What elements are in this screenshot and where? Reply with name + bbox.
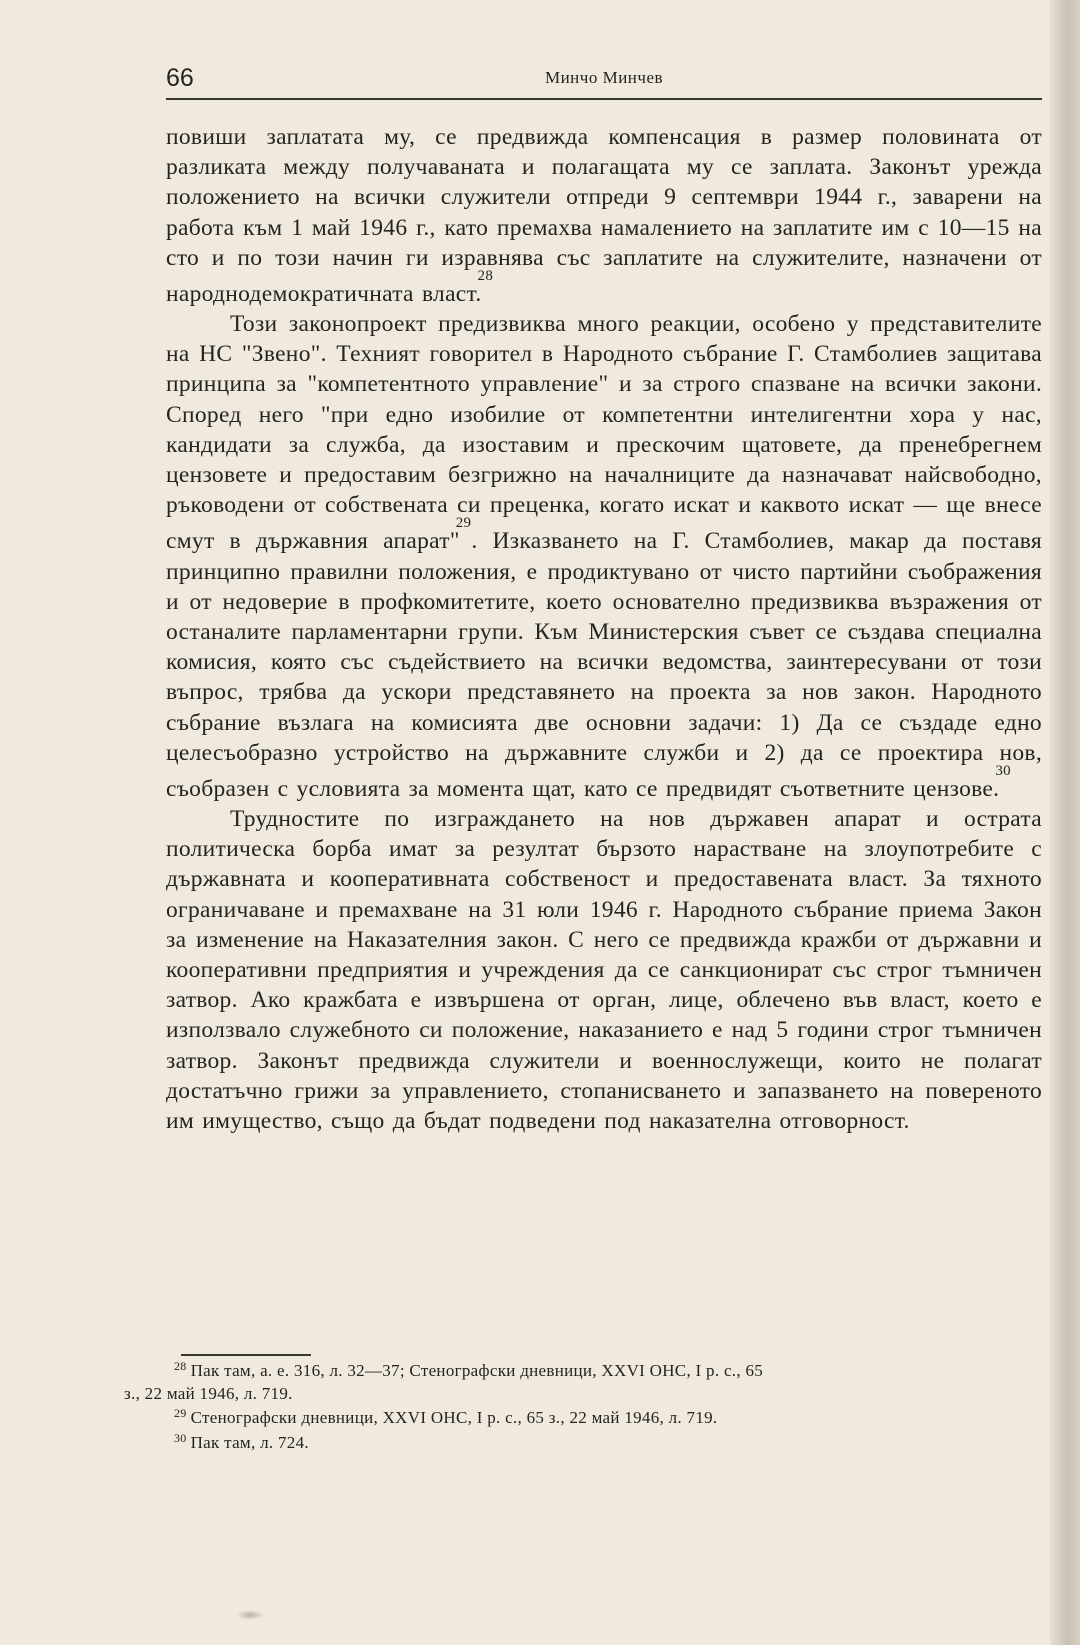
footnote-text: Пак там, а. е. 316, л. 32—37; Стенографски дневници, XXVI ОНС, I р. с., 65	[190, 1361, 764, 1380]
footnote-number: 30	[174, 1431, 187, 1445]
page-number: 66	[166, 64, 194, 92]
footnote-text: Стенографски дневници, XXVI ОНС, I р. с., 65 з., 22 май 1946, л. 719.	[190, 1408, 718, 1427]
footnote-29	[124, 1407, 1080, 1430]
footnote-ref-28: 28	[477, 268, 494, 285]
footnote-number: 28	[174, 1359, 187, 1373]
paragraph-3-text: Трудностите по изграждането на нов държавен апарат и острата политическа борба имат за резултат бързото нарастване на злоупотребите с държавната и кооперативната собственост и предоставената власт. За тяхното ограничаване и премахване на 31 юли 1946 г. Народното събрание приема Закон за изменение на Наказателния закон. С него се предвижда кражби от държавни и кооперативни предприятия и учреждения да се санкционират със строг тъмничен затвор. Ако кражбата е извършена от орган, лице, облечено във власт, което е използвало служебното си положение, наказанието е над 5 години строг тъмничен затвор. Законът предвижда служители и военнослужещи, които не полагат достатъчно грижи за управлението, стопанисването и запазването на повереното им имущество, също да бъдат подведени под наказателна отговорност.	[166, 805, 1042, 1134]
body-text	[166, 122, 1042, 1136]
paragraph-2-text-cont: . Изказването на Г. Стамболиев, макар да поставя принципно правилни положения, е продиктувано от чисто партийни съображения и от недоверие в профкомитетите, което основателно предизвиква възражения от останалите парламентарни групи. Към Министерския съвет се създава специална комисия, която със съдействието на всички ведомства, заинтересувани от този въпрос, трябва да ускори представянето на проекта за нов закон. Народното събрание възлага на комисията две основни задачи: 1) Да се създаде едно целесъобразно устройство на държавните служби и 2) да се проектира нов, съобразен с условията за момента щат, като се предвидят съответните цензове.	[166, 528, 1042, 802]
paragraph-2	[166, 309, 1042, 804]
footnote-ref-30: 30	[995, 762, 1011, 779]
footnote-separator	[181, 1354, 311, 1356]
footnotes	[124, 1359, 1080, 1457]
footnote-28	[124, 1360, 1080, 1405]
footnote-text-cont: з., 22 май 1946, л. 719.	[124, 1384, 293, 1403]
paragraph-3	[166, 804, 1042, 1136]
running-head-author: Минчо Минчев	[544, 68, 664, 87]
footnote-text: Пак там, л. 724.	[190, 1433, 309, 1452]
footnote-ref-29: 29	[455, 515, 472, 532]
paragraph-1-text: повиши заплатата му, се предвижда компенсация в размер половината от разликата между получаваната и полагащата му се заплата. Законът урежда положението на всички служители отпреди 9 септември 1944 г., заварени на работа към 1 май 1946 г., като премахва намалението на заплатите им с 10—15 на сто и по този начин ги изравнява със заплатите на служителите, назначени от народнодемократичната власт.	[166, 124, 1042, 307]
paragraph-1	[166, 122, 1042, 309]
footnote-30	[124, 1432, 1080, 1455]
running-header	[166, 62, 1042, 100]
paragraph-2-text: Този законопроект предизвиква много реакции, особено у представителите на НС "Звено". Техният говорител в Народното събрание Г. Стамболиев защитава принципа за "компетентното управление" и за строго спазване на всички закони. Според него "при едно изобилие от компетентни интелигентни хора у нас, кандидати за служба, да изоставим и прескочим щатовете, да пренебрегнем цензовете и предоставим безгрижно на началниците да назначават найсвободно, ръководени от собствената си преценка, когато искат и каквото искат — ще внесе смут в държавния апарат"	[166, 311, 1042, 555]
footnote-number: 29	[174, 1406, 187, 1420]
ink-smudge	[236, 1610, 264, 1620]
